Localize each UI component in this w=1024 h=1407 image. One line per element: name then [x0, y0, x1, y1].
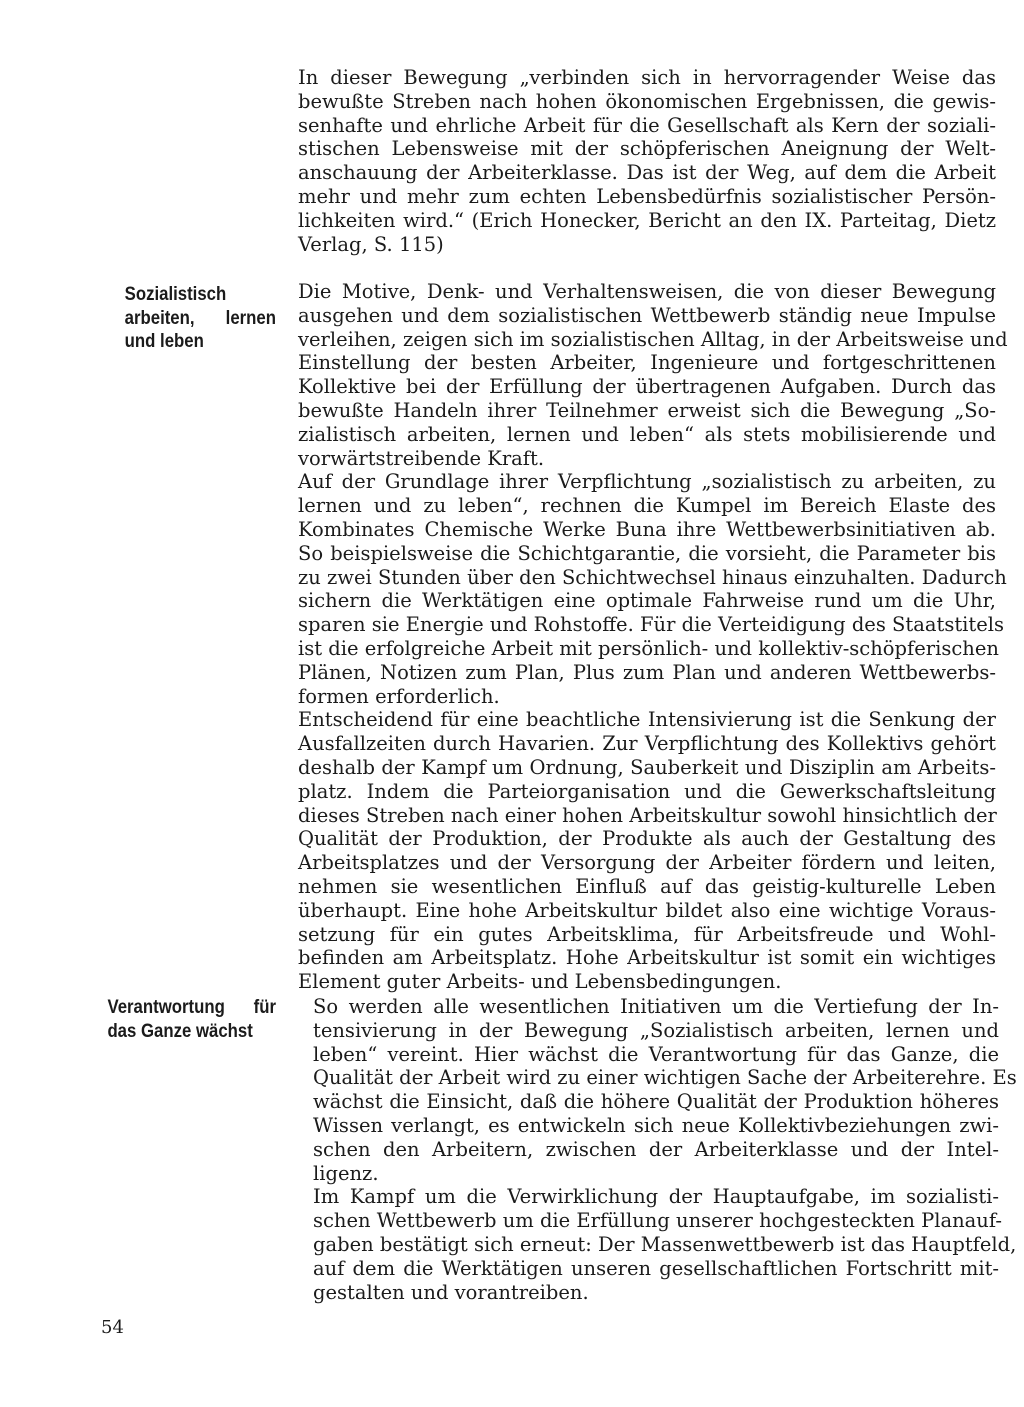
text-line: setzung für ein gutes Arbeitsklima, für Arbeitsfreude und Wohl- — [298, 922, 996, 946]
text-line: bewußte Handeln ihrer Teilnehmer erweist sich die Bewegung „So- — [298, 398, 996, 422]
section-heading-sozialistisch-arbeiten — [125, 283, 276, 354]
text-line: Verantwortung für — [107, 996, 276, 1018]
text-line: So beispielsweise die Schichtgarantie, die vorsieht, die Parameter bis — [298, 541, 996, 565]
section-1-body — [298, 280, 1008, 994]
text-line: Ausfallzeiten durch Havarien. Zur Verpflichtung des Kollektivs gehört — [298, 732, 996, 756]
section-heading-verantwortung — [107, 996, 276, 1043]
text-line: Die Motive, Denk- und Verhaltensweisen, die von dieser Bewegung — [298, 280, 996, 303]
text-line: lichkeiten wird.“ (Erich Honecker, Bericht an den IX. Parteitag, Dietz — [298, 208, 996, 232]
text-line: Entscheidend für eine beachtliche Intensivierung ist die Senkung der — [298, 708, 996, 732]
text-line: auf dem die Werktätigen unseren gesellschaftlichen Fortschritt mit- — [313, 1256, 999, 1280]
text-line: lernen und zu leben“, rechnen die Kumpel im Bereich Elaste des — [298, 494, 996, 518]
text-line: zialistisch arbeiten, lernen und leben“ als stets mobilisierende und — [298, 422, 996, 446]
text-line: ligenz. — [313, 1161, 379, 1185]
text-line: Arbeitsplatzes und der Versorgung der Arbeiter fördern und leiten, — [298, 851, 996, 875]
section-1-paragraph — [298, 708, 996, 994]
text-line: zu zwei Stunden über den Schichtwechsel hinaus einzuhalten. Dadurch — [298, 565, 1007, 589]
text-line: Verlag, S. 115) — [298, 232, 444, 256]
text-line: wächst die Einsicht, daß die höhere Qualität der Produktion höheres — [313, 1090, 999, 1114]
text-line: verleihen, zeigen sich im sozialistischen Alltag, in der Arbeitsweise und — [298, 327, 1008, 351]
text-line: Element guter Arbeits- und Lebensbedingungen. — [298, 970, 782, 994]
section-2-paragraph — [313, 995, 1017, 1185]
text-line: sichern die Werktätigen eine optimale Fahrweise rund um die Uhr, — [298, 589, 996, 613]
intro-paragraph — [298, 66, 996, 256]
text-line: Auf der Grundlage ihrer Verpflichtung „sozialistisch zu arbeiten, zu — [298, 470, 996, 494]
text-line: sparen sie Energie und Rohstoffe. Für die Verteidigung des Staatstitels — [298, 613, 1005, 637]
text-line: und leben — [124, 330, 204, 352]
text-line: stischen Lebensweise mit der schöpferischen Aneignung der Welt- — [298, 137, 996, 161]
text-line: Sozialistisch — [124, 283, 227, 305]
text-line: ist die erfolgreiche Arbeit mit persönlich- und kollektiv-schöpferischen — [298, 636, 999, 660]
section-2-paragraph — [313, 1185, 1017, 1304]
text-line: Kollektive bei der Erfüllung der übertragenen Aufgaben. Durch das — [298, 375, 996, 399]
text-line: anschauung der Arbeiterklasse. Das ist der Weg, auf dem die Arbeit — [298, 161, 996, 185]
text-line: Einstellung der besten Arbeiter, Ingenieure und fortgeschrittenen — [298, 351, 996, 375]
text-line: In dieser Bewegung „verbinden sich in hervorragender Weise das — [298, 66, 996, 89]
text-line: formen erforderlich. — [298, 684, 500, 708]
text-line: mehr und mehr zum echten Lebensbedürfnis sozialistischer Persön- — [298, 184, 996, 208]
section-1-paragraph — [298, 470, 1007, 708]
section-1-paragraph — [298, 280, 1008, 470]
text-line: Kombinates Chemische Werke Buna ihre Wettbewerbsinitiativen ab. — [298, 517, 996, 541]
text-line: bewußte Streben nach hohen ökonomischen Ergebnissen, die gewis- — [298, 89, 996, 113]
text-line: das Ganze wächst — [107, 1019, 253, 1042]
text-line: ausgehen und dem sozialistischen Wettbewerb ständig neue Impulse — [298, 303, 996, 327]
text-line: gestalten und vorantreiben. — [313, 1280, 589, 1304]
text-line: befinden am Arbeitsplatz. Hohe Arbeitskultur ist somit ein wichtiges — [298, 946, 996, 970]
text-line: platz. Indem die Parteiorganisation und die Gewerkschaftsleitung — [298, 779, 996, 803]
text-line: gaben bestätigt sich erneut: Der Massenwettbewerb ist das Hauptfeld, — [313, 1232, 1017, 1256]
text-line: Qualität der Produktion, der Produkte als auch der Gestaltung des — [298, 827, 996, 851]
text-line: leben“ vereint. Hier wächst die Verantwortung für das Ganze, die — [313, 1042, 999, 1066]
text-line: Wissen verlangt, es entwickeln sich neue Kollektivbeziehungen zwi- — [313, 1113, 999, 1137]
text-line: arbeiten, lernen — [124, 306, 276, 329]
intro-quote-block — [298, 66, 996, 256]
text-line: vorwärtstreibende Kraft. — [298, 446, 545, 470]
text-line: tensivierung in der Bewegung „Sozialistisch arbeiten, lernen und — [313, 1018, 999, 1042]
section-2-body — [313, 995, 1017, 1304]
text-line: nehmen sie wesentlichen Einfluß auf das geistig-kulturelle Leben — [298, 874, 996, 898]
text-line: schen Wettbewerb um die Erfüllung unserer hochgesteckten Planauf- — [313, 1209, 1002, 1233]
text-line: schen den Arbeitern, zwischen der Arbeiterklasse und der Intel- — [313, 1137, 999, 1161]
text-line: Im Kampf um die Verwirklichung der Hauptaufgabe, im sozialisti- — [313, 1185, 999, 1209]
text-line: So werden alle wesentlichen Initiativen um die Vertiefung der In- — [313, 995, 999, 1018]
text-line: senhafte und ehrliche Arbeit für die Gesellschaft als Kern der soziali- — [298, 113, 996, 137]
text-line: Qualität der Arbeit wird zu einer wichtigen Sache der Arbeiterehre. Es — [313, 1066, 1017, 1090]
text-line: Plänen, Notizen zum Plan, Plus zum Plan und anderen Wettbewerbs- — [298, 660, 996, 684]
page-number: 54 — [101, 1317, 124, 1338]
text-line: deshalb der Kampf um Ordnung, Sauberkeit und Disziplin am Arbeits- — [298, 755, 996, 779]
text-line: dieses Streben nach einer hohen Arbeitskultur sowohl hinsichtlich der — [298, 803, 997, 827]
text-line: überhaupt. Eine hohe Arbeitskultur bildet also eine wichtige Voraus- — [298, 898, 996, 922]
